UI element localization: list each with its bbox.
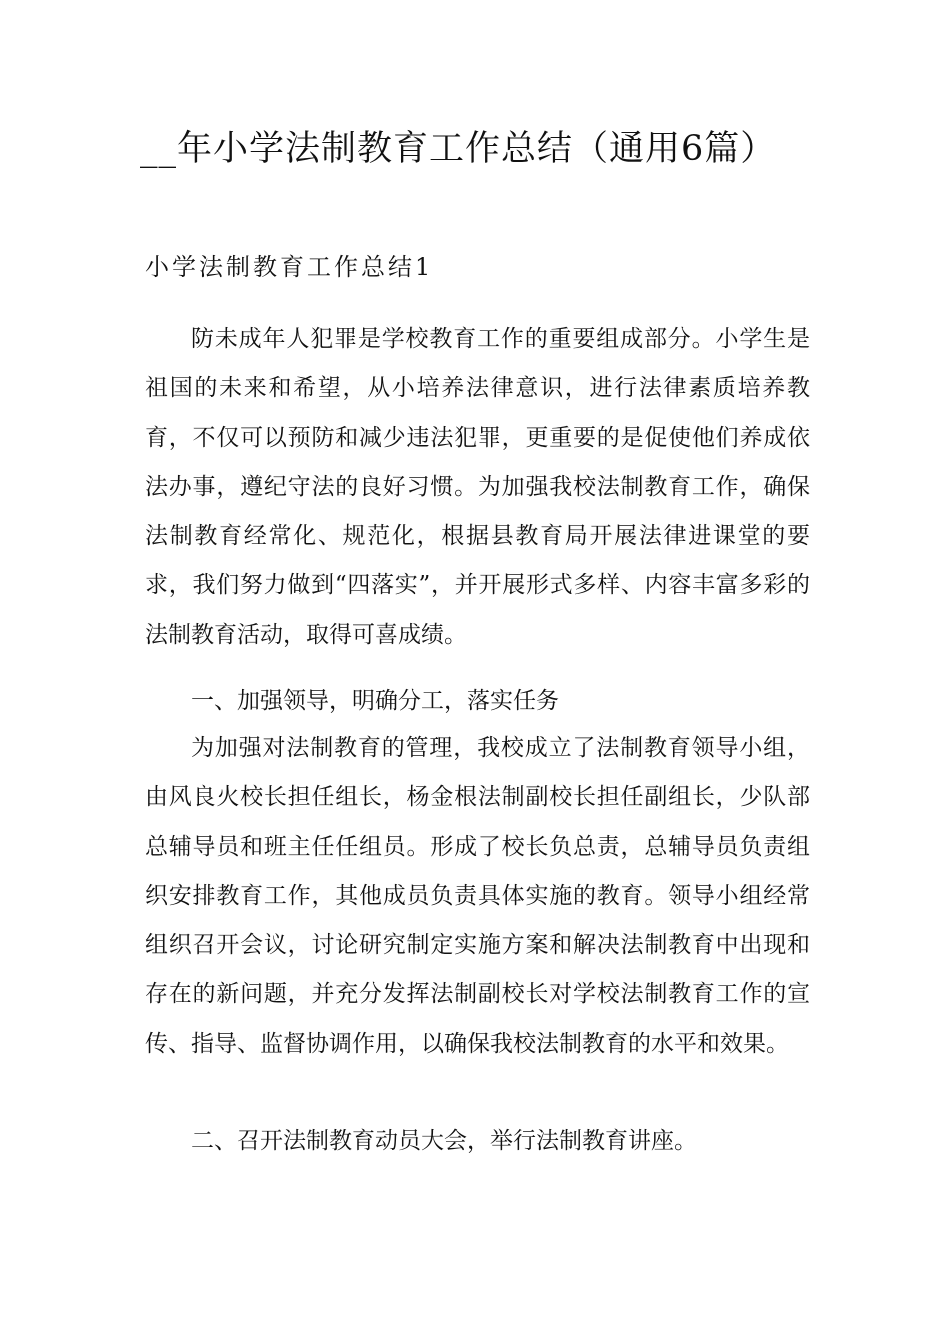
subheading-2: 二、召开法制教育动员大会，举行法制教育讲座。: [191, 1128, 697, 1154]
subheading-1: 一、加强领导，明确分工，落实任务: [191, 688, 559, 714]
section-heading: 小学法制教育工作总结1: [145, 253, 434, 281]
document-title: __年小学法制教育工作总结（通用6篇）: [140, 129, 777, 169]
body-paragraph-1: 防未成年人犯罪是学校教育工作的重要组成部分。小学生是祖国的未来和希望，从小培养法律意识，进行法律素质培养教育，不仅可以预防和减少违法犯罪，更重要的是促使他们养成依法办事，遵纪守法的良好习惯。为加强我校法制教育工作，确保法制教育经常化、规范化，根据县教育局开展法律进课堂的要求，我们努力做到“四落实”，并开展形式多样、内容丰富多彩的法制教育活动，取得可喜成绩。: [145, 326, 810, 648]
body-paragraph-2: 为加强对法制教育的管理，我校成立了法制教育领导小组，由风良火校长担任组长，杨金根法制副校长担任副组长，少队部总辅导员和班主任任组员。形成了校长负总责，总辅导员负责组织安排教育工作，其他成员负责具体实施的教育。领导小组经常组织召开会议，讨论研究制定实施方案和解决法制教育中出现和存在的新问题，并充分发挥法制副校长对学校法制教育工作的宣传、指导、监督协调作用，以确保我校法制教育的水平和效果。: [145, 735, 810, 1057]
